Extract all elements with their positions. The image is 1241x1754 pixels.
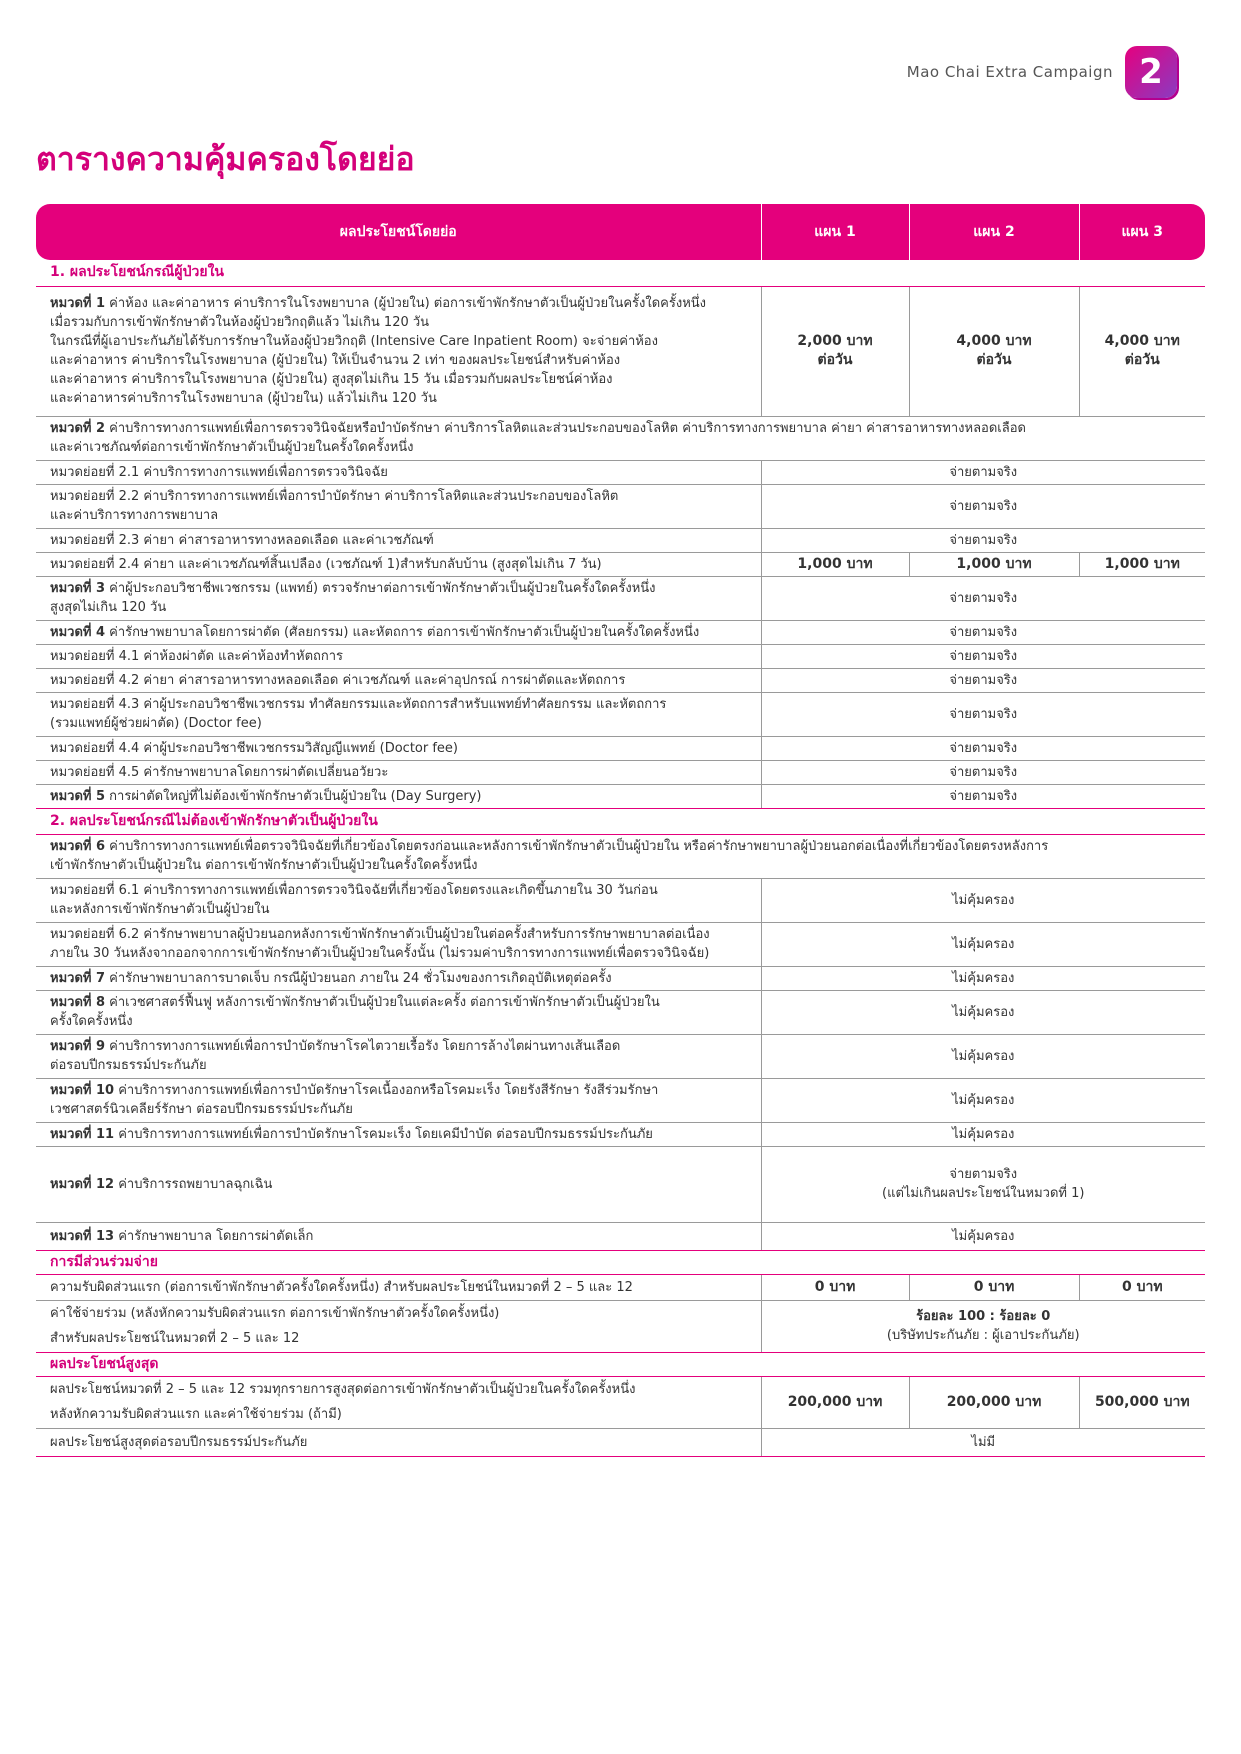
coverage-table <box>36 204 1205 1457</box>
table-row: หมวดที่ 7 ค่ารักษาพยาบาลการบาดเจ็บ กรณีผู้ป่วยนอก ภายใน 24 ชั่วโมงของการเกิดอุบัติเหตุต่อครั้ง ไม่คุ้มครอง <box>36 966 1205 990</box>
table-row: หมวดย่อยที่ 2.1 ค่าบริการทางการแพทย์เพื่อการตรวจวินิจฉัย จ่ายตามจริง <box>36 460 1205 484</box>
table-row: หมวดที่ 6 ค่าบริการทางการแพทย์เพื่อตรวจวินิจฉัยที่เกี่ยวข้องโดยตรงก่อนและหลังการเข้าพักรักษาตัวเป็นผู้ป่วยใน หรือค่ารักษาพยาบาลผู้ป่วยนอกต่อเนื่องที่เกี่ยวข้องโดยตรงหลังการ เข้าพักรักษาตัวเป็นผู้ป่วยใน ต่อการเข้าพักรักษาตัวเป็นผู้ป่วยในครั้งใดครั้งหนึ่ง <box>36 834 1205 878</box>
table-row <box>36 416 1205 460</box>
table-row: หมวดย่อยที่ 4.5 ค่ารักษาพยาบาลโดยการผ่าตัดเปลี่ยนอวัยวะ จ่ายตามจริง <box>36 760 1205 784</box>
table-row: หมวดย่อยที่ 2.3 ค่ายา ค่าสารอาหารทางหลอดเลือด และค่าเวชภัณฑ์ จ่ายตามจริง <box>36 528 1205 552</box>
table-row: หมวดย่อยที่ 6.1 ค่าบริการทางการแพทย์เพื่อการตรวจวินิจฉัยที่เกี่ยวข้องโดยตรงและเกิดขึ้นภายใน 30 วันก่อน และหลังการเข้าพักรักษาตัวเป็นผู้ป่วยใน ไม่คุ้มครอง <box>36 878 1205 922</box>
category-2-desc: หมวดที่ 2 ค่าบริการทางการแพทย์เพื่อการตรวจวินิจฉัยหรือบำบัดรักษา ค่าบริการโลหิตและส่วนประกอบของโลหิต ค่าบริการทางการพยาบาล ค่ายา ค่าสารอาหารทางหลอดเลือด และค่าเวชภัณฑ์ต่อการเข้าพักรักษาตัวเป็นผู้ป่วยในครั้งใดครั้งหนึ่ง <box>36 416 1205 460</box>
section-max: ผลประโยชน์สูงสุด <box>36 1352 1205 1376</box>
category-1-plan2: 4,000 บาท ต่อวัน <box>909 286 1079 416</box>
section-copay: การมีส่วนร่วมจ่าย <box>36 1250 1205 1274</box>
category-1-plan3: 4,000 บาท ต่อวัน <box>1079 286 1205 416</box>
table-row: หมวดที่ 8 ค่าเวชศาสตร์ฟื้นฟู หลังการเข้าพักรักษาตัวเป็นผู้ป่วยในแต่ละครั้ง ต่อการเข้าพักรักษาตัวเป็นผู้ป่วยใน ครั้งใดครั้งหนึ่ง ไม่คุ้มครอง <box>36 990 1205 1034</box>
table-row <box>36 286 1205 416</box>
category-1-desc: หมวดที่ 1 ค่าห้อง และค่าอาหาร ค่าบริการในโรงพยาบาล (ผู้ป่วยใน) ต่อการเข้าพักรักษาตัวเป็นผู้ป่วยในครั้งใดครั้งหนึ่ง เมื่อรวมกับการเข้าพักรักษาตัวในห้องผู้ป่วยวิกฤติแล้ว ไม่เกิน 120 วัน ในกรณีที่ผู้เอาประกันภัยได้รับการรักษาในห้องผู้ป่วยวิกฤติ (Intensive Care Inpatient Room) จะจ่ายค่าห้อง และค่าอาหาร ค่าบริการในโรงพยาบาล (ผู้ป่วยใน) ให้เป็นจำนวน 2 เท่า ของผลประโยชน์สำหรับค่าห้อง และค่าอาหาร ค่าบริการในโรงพยาบาล (ผู้ป่วยใน) สูงสุดไม่เกิน 15 วัน เมื่อรวมกับผลประโยชน์ค่าห้อง และค่าอาหารค่าบริการในโรงพยาบาล (ผู้ป่วยใน) แล้วไม่เกิน 120 วัน <box>36 286 761 416</box>
col-plan2: แผน 2 <box>909 204 1079 260</box>
col-plan3: แผน 3 <box>1079 204 1205 260</box>
table-row: ผลประโยชน์หมวดที่ 2 – 5 และ 12 รวมทุกรายการสูงสุดต่อการเข้าพักรักษาตัวเป็นผู้ป่วยในครั้งใดครั้งหนึ่ง หลังหักความรับผิดส่วนแรก และค่าใช้จ่ายร่วม (ถ้ามี) 200,000 บาท 200,000 บาท 500,000 บาท <box>36 1376 1205 1428</box>
section-outpatient: 2. ผลประโยชน์กรณีไม่ต้องเข้าพักรักษาตัวเป็นผู้ป่วยใน <box>36 808 1205 834</box>
page-number: 2 <box>1139 52 1163 92</box>
table-row: หมวดที่ 3 ค่าผู้ประกอบวิชาชีพเวชกรรม (แพทย์) ตรวจรักษาต่อการเข้าพักรักษาตัวเป็นผู้ป่วยในครั้งใดครั้งหนึ่ง สูงสุดไม่เกิน 120 วัน จ่ายตามจริง <box>36 576 1205 620</box>
table-row: หมวดย่อยที่ 6.2 ค่ารักษาพยาบาลผู้ป่วยนอกหลังการเข้าพักรักษาตัวเป็นผู้ป่วยในต่อครั้งสำหรับการรักษาพยาบาลต่อเนื่อง ภายใน 30 วันหลังจากออกจากการเข้าพักรักษาตัวเป็นผู้ป่วยในครั้งนั้น (ไม่รวมค่าบริการทางการแพทย์เพื่อตรวจวินิจฉัย) ไม่คุ้มครอง <box>36 922 1205 966</box>
table-row: หมวดที่ 12 ค่าบริการรถพยาบาลฉุกเฉิน จ่ายตามจริง (แต่ไม่เกินผลประโยชน์ในหมวดที่ 1) <box>36 1146 1205 1222</box>
col-plan1: แผน 1 <box>761 204 909 260</box>
table-row: หมวดที่ 11 ค่าบริการทางการแพทย์เพื่อการบำบัดรักษาโรคมะเร็ง โดยเคมีบำบัด ต่อรอบปีกรมธรรม์ประกันภัย ไม่คุ้มครอง <box>36 1122 1205 1146</box>
category-1-plan1: 2,000 บาท ต่อวัน <box>761 286 909 416</box>
category-1-label: หมวดที่ 1 <box>50 296 106 311</box>
section-inpatient: 1. ผลประโยชน์กรณีผู้ป่วยใน <box>36 260 1205 286</box>
table-row: หมวดย่อยที่ 2.4 ค่ายา และค่าเวชภัณฑ์สิ้นเปลือง (เวชภัณฑ์ 1)สำหรับกลับบ้าน (สูงสุดไม่เกิน 7 วัน) 1,000 บาท 1,000 บาท 1,000 บาท <box>36 552 1205 576</box>
table-row: หมวดย่อยที่ 4.4 ค่าผู้ประกอบวิชาชีพเวชกรรมวิสัญญีแพทย์ (Doctor fee) จ่ายตามจริง <box>36 736 1205 760</box>
page-number-badge <box>1125 46 1177 98</box>
table-row: หมวดย่อยที่ 4.2 ค่ายา ค่าสารอาหารทางหลอดเลือด ค่าเวชภัณฑ์ และค่าอุปกรณ์ การผ่าตัดและหัตถการ จ่ายตามจริง <box>36 668 1205 692</box>
page-header <box>907 46 1177 98</box>
table-row: ค่าใช้จ่ายร่วม (หลังหักความรับผิดส่วนแรก ต่อการเข้าพักรักษาตัวครั้งใดครั้งหนึ่ง) สำหรับผลประโยชน์ในหมวดที่ 2 – 5 และ 12 ร้อยละ 100 : ร้อยละ 0 (บริษัทประกันภัย : ผู้เอาประกันภัย) <box>36 1300 1205 1352</box>
table-header-row <box>36 204 1205 260</box>
table-row: หมวดที่ 4 ค่ารักษาพยาบาลโดยการผ่าตัด (ศัลยกรรม) และหัตถการ ต่อการเข้าพักรักษาตัวเป็นผู้ป่วยในครั้งใดครั้งหนึ่ง จ่ายตามจริง <box>36 620 1205 644</box>
table-row: ความรับผิดส่วนแรก (ต่อการเข้าพักรักษาตัวครั้งใดครั้งหนึ่ง) สำหรับผลประโยชน์ในหมวดที่ 2 – 5 และ 12 0 บาท 0 บาท 0 บาท <box>36 1274 1205 1300</box>
table-row: หมวดที่ 10 ค่าบริการทางการแพทย์เพื่อการบำบัดรักษาโรคเนื้องอกหรือโรคมะเร็ง โดยรังสีรักษา รังสีร่วมรักษา เวชศาสตร์นิวเคลียร์รักษา ต่อรอบปีกรมธรรม์ประกันภัย ไม่คุ้มครอง <box>36 1078 1205 1122</box>
table-row: หมวดย่อยที่ 4.3 ค่าผู้ประกอบวิชาชีพเวชกรรม ทำศัลยกรรมและหัตถการสำหรับแพทย์ทำศัลยกรรม และหัตถการ (รวมแพทย์ผู้ช่วยผ่าตัด) (Doctor fee) จ่ายตามจริง <box>36 692 1205 736</box>
page-title: ตารางความคุ้มครองโดยย่อ <box>36 140 415 178</box>
campaign-name: Mao Chai Extra Campaign <box>906 63 1113 81</box>
table-row: หมวดย่อยที่ 4.1 ค่าห้องผ่าตัด และค่าห้องทำหัตถการ จ่ายตามจริง <box>36 644 1205 668</box>
table-row: หมวดที่ 5 การผ่าตัดใหญ่ที่ไม่ต้องเข้าพักรักษาตัวเป็นผู้ป่วยใน (Day Surgery) จ่ายตามจริง <box>36 784 1205 808</box>
table-row: หมวดย่อยที่ 2.2 ค่าบริการทางการแพทย์เพื่อการบำบัดรักษา ค่าบริการโลหิตและส่วนประกอบของโลหิต และค่าบริการทางการพยาบาล จ่ายตามจริง <box>36 484 1205 528</box>
table-row: หมวดที่ 13 ค่ารักษาพยาบาล โดยการผ่าตัดเล็ก ไม่คุ้มครอง <box>36 1222 1205 1250</box>
table-row: ผลประโยชน์สูงสุดต่อรอบปีกรมธรรม์ประกันภัย ไม่มี <box>36 1428 1205 1456</box>
col-benefit: ผลประโยชน์โดยย่อ <box>36 204 761 260</box>
table-row: หมวดที่ 9 ค่าบริการทางการแพทย์เพื่อการบำบัดรักษาโรคไตวายเรื้อรัง โดยการล้างไตผ่านทางเส้นเลือด ต่อรอบปีกรมธรรม์ประกันภัย ไม่คุ้มครอง <box>36 1034 1205 1078</box>
